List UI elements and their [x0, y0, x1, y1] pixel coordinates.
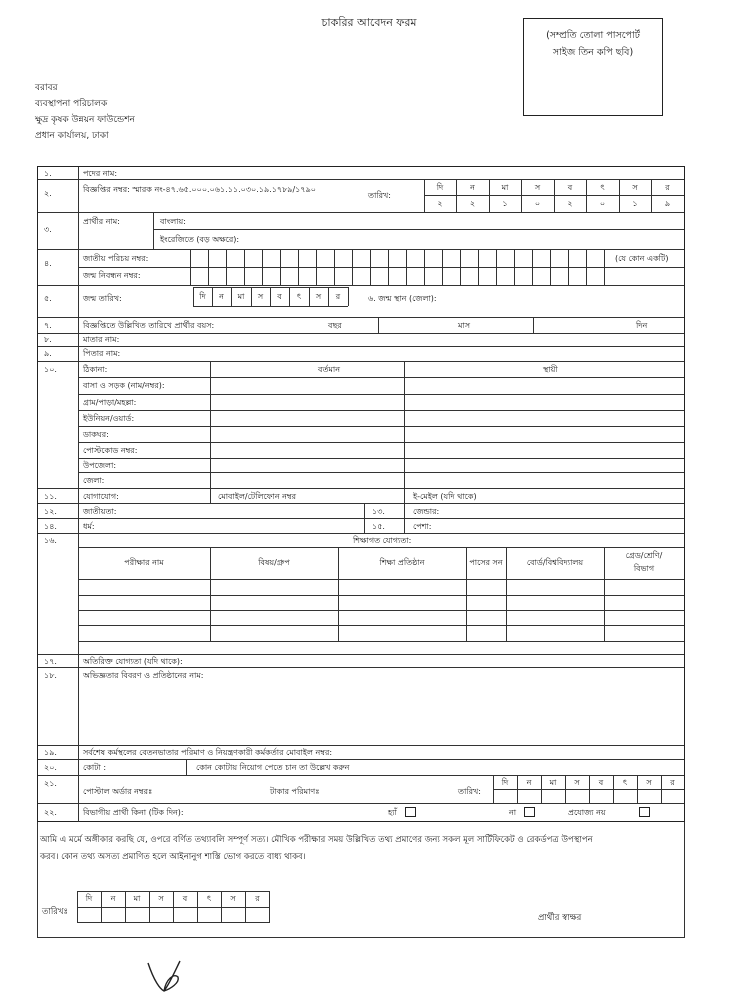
digit-box-line: [334, 249, 335, 285]
dob-head: স: [315, 292, 322, 301]
row-divider: [38, 249, 684, 250]
salary-label: সর্বশেষ কর্মস্থলের বেতনভাতার পরিমাণ ও নিয়ন্ত্রণকারী কর্মকর্তার মোবাইল নম্বর:: [83, 748, 333, 757]
digit-box-line: [586, 249, 587, 285]
row-number: ২০.: [44, 763, 57, 772]
edu-header: বিভাগ: [633, 564, 655, 573]
cell-divider: [364, 503, 365, 533]
address-row-label: জেলা:: [83, 476, 105, 485]
date-digit: ১: [502, 199, 508, 208]
digit-box-line: [370, 249, 371, 285]
row-divider: [38, 775, 684, 776]
digit-box-line: [226, 249, 227, 285]
digit-box-line: [388, 249, 389, 285]
digit-box-line: [532, 249, 533, 285]
address-row-label: ইউনিয়ন/ওয়ার্ড:: [83, 414, 135, 423]
row-number: ১০.: [44, 365, 57, 374]
age-label: বিজ্ঞপ্তিতে উল্লিখিত তারিখে প্রার্থীর বয়স:: [83, 321, 215, 330]
no-checkbox[interactable]: [524, 807, 535, 817]
digit-box-line: [460, 249, 461, 285]
cell-divider: [153, 212, 154, 249]
row-divider: [38, 333, 684, 334]
date-head: ৎ: [600, 183, 605, 192]
row-divider: [38, 503, 684, 504]
row-divider: [38, 285, 684, 286]
date-digit: ০: [599, 199, 606, 208]
digit-box-line: [568, 249, 569, 285]
footer-date-head: স: [230, 894, 236, 903]
profession-label: পেশা:: [413, 522, 432, 531]
row-number: ৭.: [44, 321, 52, 330]
row-number: ২১.: [44, 779, 57, 788]
row-number: ১.: [44, 169, 52, 178]
digit-box-line: [424, 249, 425, 285]
recipient-address: [35, 80, 135, 144]
dob-head: ব: [277, 292, 282, 301]
row-divider: [78, 458, 684, 459]
row-number: ১৫.: [372, 522, 385, 531]
date-digit: ০: [534, 199, 541, 208]
footer-date-head: ন: [110, 894, 116, 903]
email-label: ই-মেইল (যদি থাকে): [413, 492, 477, 501]
dob-box-line: [348, 287, 349, 306]
row-divider: [38, 361, 684, 362]
yes-label: হ্যাঁ: [388, 808, 397, 817]
row-divider: [78, 472, 684, 473]
date-head: মা: [501, 183, 509, 192]
row-number: ৫.: [44, 294, 52, 303]
edu-row-divider: [78, 641, 684, 642]
row-divider: [38, 346, 684, 347]
date-head: দি: [436, 183, 444, 192]
cell-divider: [533, 317, 534, 333]
footer-date-head: ব: [182, 894, 188, 903]
row-number: ১২.: [44, 507, 57, 516]
address-line: ব্যবস্থাপনা পরিচালক: [35, 99, 108, 109]
digit-box-line: [280, 249, 281, 285]
postal-date-head: ন: [526, 778, 532, 787]
signature-label: প্রার্থীর স্বাক্ষর: [538, 913, 582, 923]
ad-date-label: তারিখ:: [368, 191, 391, 200]
row-divider: [38, 667, 684, 668]
date-head: ব: [567, 183, 573, 192]
dob-head: ৎ: [296, 292, 302, 301]
address-row-label: ডাকঘর:: [83, 430, 109, 439]
date-head: স: [534, 183, 541, 192]
row-divider: [78, 426, 684, 427]
postal-date-label: তারিখ:: [458, 787, 481, 796]
digit-box-line: [442, 249, 443, 285]
row-divider: [38, 745, 684, 746]
row-number: ৮.: [44, 335, 52, 344]
experience-label: অভিজ্ঞতার বিবরণ ও প্রতিষ্ঠানের নাম:: [83, 671, 204, 680]
photo-instruction-1: (সম্প্রতি তোলা পাসপোর্ট: [546, 30, 640, 41]
row-divider: [38, 488, 684, 489]
edu-header: পরীক্ষার নাম: [124, 558, 164, 567]
footer-date-label: তারিখঃ: [42, 907, 69, 917]
row-divider: [78, 442, 684, 443]
mother-name-label: মাতার নাম:: [83, 335, 120, 344]
row-number: ৩.: [44, 225, 52, 234]
row-divider: [38, 317, 684, 318]
row-number: ৯.: [44, 349, 52, 358]
nid-label: জাতীয় পরিচয় নম্বর:: [83, 254, 149, 263]
row-number: ১৭.: [44, 657, 57, 666]
dob-head: দি: [199, 292, 206, 301]
age-day-label: দিন: [636, 321, 648, 330]
row-number: ১৮.: [44, 671, 57, 680]
edu-row-divider: [78, 595, 684, 596]
row-divider: [78, 394, 684, 395]
edu-header: শিক্ষা প্রতিষ্ঠান: [379, 558, 425, 567]
date-digit: ২: [469, 199, 476, 208]
date-head: ন: [470, 183, 475, 192]
row-number: ৪.: [44, 259, 52, 268]
post-name-label: পদের নাম:: [83, 169, 118, 178]
declaration: [37, 832, 685, 866]
digit-box-line: [190, 249, 191, 285]
digit-box-line: [496, 249, 497, 285]
dob-box-edge: [193, 306, 348, 307]
frame-left: [37, 822, 38, 938]
frame-right: [684, 822, 685, 938]
edu-row-divider: [78, 625, 684, 626]
digit-box-line: [352, 249, 353, 285]
not-applicable-checkbox[interactable]: [639, 807, 650, 817]
postal-date-head: র: [670, 778, 675, 787]
birth-reg-label: জন্ম নিবন্ধন নম্বর:: [83, 271, 141, 280]
address-row-label: পোস্টকোড নম্বর:: [83, 446, 138, 455]
dob-head: স: [257, 292, 264, 301]
dob-head: র: [335, 292, 341, 301]
postal-date-head: ব: [598, 778, 604, 787]
row-divider: [38, 803, 684, 804]
dob-head: মা: [237, 292, 245, 301]
row-divider: [38, 212, 684, 213]
date-digit: ২: [437, 199, 443, 208]
signature-scribble: [140, 955, 190, 997]
date-digit: ৯: [664, 199, 671, 208]
footer-date-head: স: [158, 894, 164, 903]
gender-label: জেন্ডার:: [413, 507, 440, 516]
mobile-label: মোবাইল/টেলিফোন নম্বর: [218, 492, 297, 501]
edu-header: বিষয়/গ্রুপ: [258, 558, 290, 567]
address-label: ঠিকানা:: [83, 365, 108, 374]
digit-box-line: [550, 249, 551, 285]
cell-divider: [186, 759, 187, 775]
date-head: স: [632, 183, 638, 192]
row-divider: [38, 179, 684, 180]
row-number: ১৩.: [372, 507, 385, 516]
religion-label: ধর্ম:: [83, 522, 95, 531]
departmental-label: বিভাগীয় প্রার্থী কিনা (টিক দিন):: [83, 808, 184, 817]
name-english-label: ইংরেজিতে (বড় অক্ষরে):: [160, 235, 240, 244]
no-label: না: [509, 808, 517, 817]
row-number: ২২.: [44, 808, 57, 817]
extra-qualification-label: অতিরিক্ত যোগ্যতা (যদি থাকে):: [83, 657, 183, 666]
quota-label: কোটা :: [83, 763, 107, 772]
row-divider: [38, 759, 684, 760]
father-name-label: পিতার নাম:: [83, 349, 121, 358]
edu-row-divider: [78, 610, 684, 611]
edu-header: বোর্ড/বিশ্ববিদ্যালয়: [526, 558, 584, 567]
date-digit: ১: [632, 199, 638, 208]
postal-date-head: স: [574, 778, 580, 787]
row-number: ২.: [44, 189, 52, 198]
address-line: ক্ষুদ্র কৃষক উন্নয়ন ফাউন্ডেশন: [35, 115, 135, 125]
cell-divider: [210, 488, 211, 503]
cell-divider: [404, 488, 405, 503]
address-row-label: উপজেলা:: [83, 461, 117, 470]
footer-date-head: দি: [85, 894, 93, 903]
row-divider: [78, 267, 684, 268]
edu-row-divider: [78, 579, 684, 580]
dob-head: ন: [219, 292, 224, 301]
quota-note: কোন কোটায় নিয়োগ পেতে চান তা উল্লেখ করুন: [196, 763, 350, 772]
address-row-label: গ্রাম/পাড়া/মহল্লা:: [83, 398, 137, 407]
dob-label: জন্ম তারিখ:: [83, 294, 122, 303]
footer-date-head: র: [255, 894, 260, 903]
cell-divider: [378, 317, 379, 333]
row-divider: [153, 229, 684, 230]
age-year-label: বছর: [328, 321, 342, 330]
photo-box: [523, 18, 663, 116]
digit-box-line: [244, 249, 245, 285]
cell-divider: [404, 503, 405, 533]
any-one-note: (যে কোন একটি): [615, 254, 669, 263]
row-number: ১৬.: [44, 536, 57, 545]
row-divider: [78, 410, 684, 411]
digit-box-line: [478, 249, 479, 285]
ad-number-label: বিজ্ঞপ্তির নম্বর: স্মারক নং-৪৭.৬৫.০০০.০৬১.১১.০৩০.১৯.১৭৮৯/১৭৯০: [83, 185, 316, 194]
footer-date-head: ৎ: [206, 894, 212, 903]
photo-instruction-2: সাইজ তিন কপি ছবি): [552, 47, 634, 58]
address-line: প্রধান কার্যালয়, ঢাকা: [35, 131, 109, 141]
amount-label: টাকার পরিমাণঃ: [270, 787, 320, 796]
name-bangla-label: বাংলায়:: [160, 217, 186, 226]
birth-place-label: ৬. জন্ম স্থান (জেলা):: [368, 294, 437, 303]
digit-box-line: [262, 249, 263, 285]
postal-date-head: দি: [501, 778, 509, 787]
declaration-line-1: আমি এ মর্মে অঙ্গীকার করছি যে, ওপরে বর্ণিত তথ্যাবলি সম্পূর্ণ সত্য। মৌখিক পরীক্ষার সময় উল্লিখিত তথ্য প্রমাণের জন্য সকল মূল সার্টিফিকেট ও রেকর্ডপত্র উপস্থাপন: [40, 835, 593, 845]
edu-header: গ্রেড/শ্রেণি/: [625, 551, 663, 560]
digit-box-line: [208, 249, 209, 285]
address-line: বরাবর: [35, 83, 58, 93]
postal-order-label: পোস্টাল অর্ডার নম্বরঃ: [83, 787, 153, 796]
form-title: চাকরির আবেদন ফরম: [321, 16, 417, 29]
postal-date-head: মা: [549, 778, 557, 787]
cell-divider: [210, 361, 211, 488]
yes-checkbox[interactable]: [405, 807, 416, 817]
present-address-header: বর্তমান: [318, 365, 340, 374]
nationality-label: জাতীয়তা:: [83, 507, 117, 516]
row-number: ১১.: [44, 492, 57, 501]
frame-bottom: [37, 937, 685, 938]
digit-box-line: [406, 249, 407, 285]
age-month-label: মাস: [458, 321, 471, 330]
footer-date-head: মা: [133, 894, 141, 903]
applicant-name-label: প্রার্থীর নাম:: [83, 217, 120, 226]
date-digit: ২: [567, 199, 573, 208]
application-form: [37, 166, 685, 822]
number-column-divider: [78, 167, 79, 822]
digit-box-line: [316, 249, 317, 285]
not-applicable-label: প্রযোজ্য নয়: [568, 808, 606, 817]
row-divider: [38, 533, 684, 534]
row-divider: [38, 654, 684, 655]
declaration-line-2: করব। কোন তথ্য অসত্য প্রমাণিত হলে আইনানুগ শাস্তি ভোগ করতে বাধ্য থাকব।: [40, 852, 306, 862]
edu-header: পাসের সন: [469, 558, 503, 567]
address-row-label: বাসা ও সড়ক (নাম/নম্বর):: [83, 381, 165, 390]
row-divider: [78, 377, 684, 378]
digit-box-line: [514, 249, 515, 285]
education-label: শিক্ষাগত যোগ্যতা:: [353, 536, 412, 545]
digit-box-line: [298, 249, 299, 285]
digit-box-line: [604, 249, 605, 285]
row-number: ১৯.: [44, 748, 57, 757]
permanent-address-header: স্থায়ী: [543, 365, 558, 374]
postal-date-head: স: [646, 778, 652, 787]
date-head: র: [665, 183, 670, 192]
row-divider: [38, 518, 684, 519]
postal-date-head: ৎ: [622, 778, 628, 787]
cell-divider: [404, 361, 405, 488]
contact-label: যোগাযোগ:: [83, 492, 119, 501]
edu-col-divider: [604, 547, 605, 641]
row-number: ১৪.: [44, 522, 57, 531]
edu-row-divider: [78, 547, 684, 548]
